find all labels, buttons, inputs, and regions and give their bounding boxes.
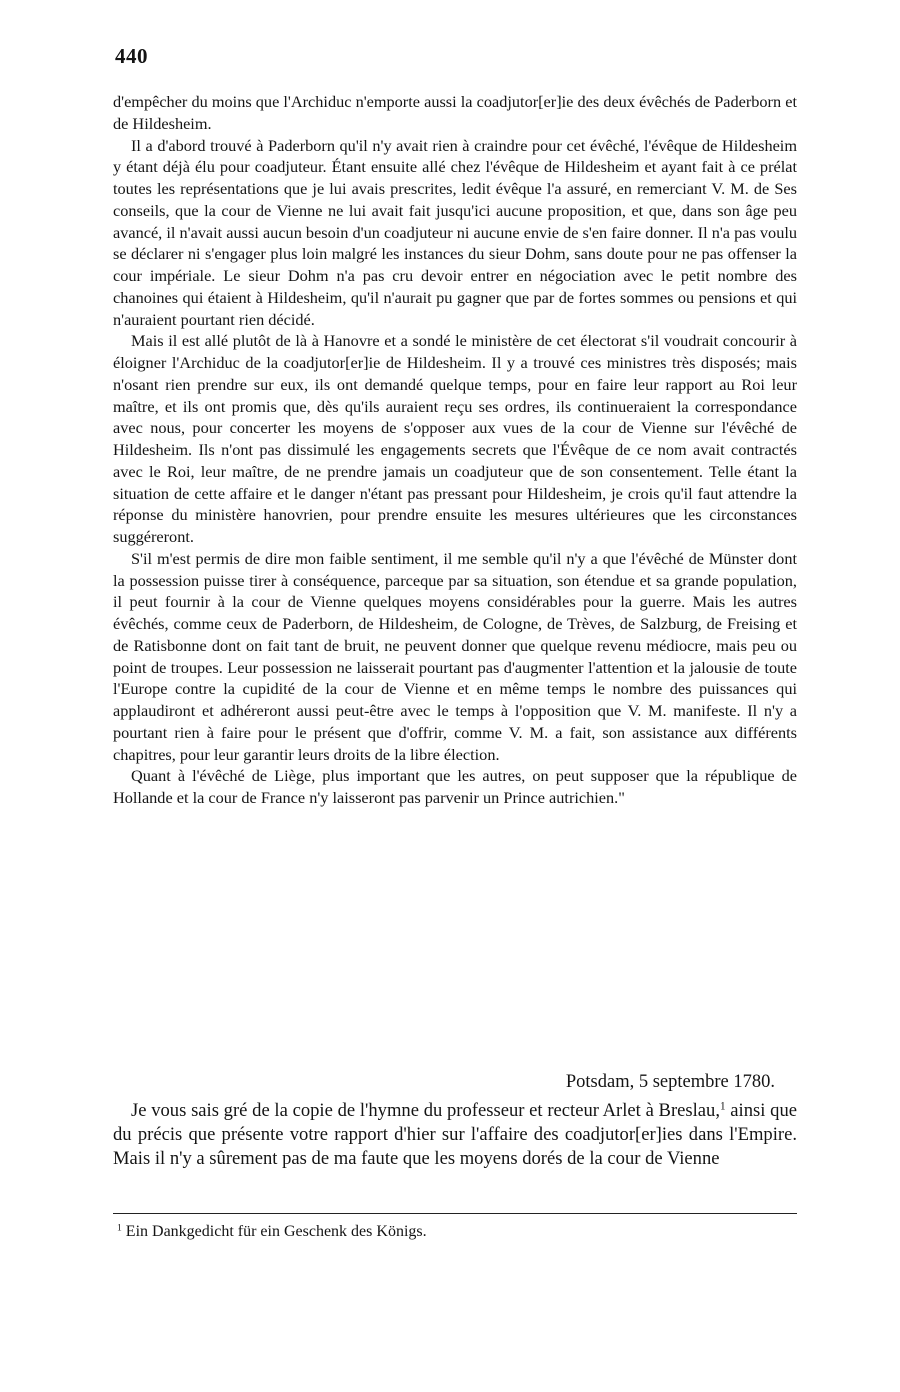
footnote-divider <box>113 1213 797 1214</box>
letter-text-end: ainsi que du précis que présente votre rapport d'hier sur l'affaire des coadjutor[er]ies dans l'Empire. Mais il n'y a sûrement pas de ma faute que les moyens dorés de la cour de Vienne <box>113 1100 797 1170</box>
paragraph: Mais il est allé plutôt de là à Hanovre et a sondé le ministère de cet électorat s'il voudrait concourir à éloigner l'Archiduc de la coadjutor[er]ie de Hildesheim. Il y a trouvé ces ministres très disposés; mais n'osant rien prendre sur eux, ils ont demandé quelque temps, pour en faire leur rapport au Roi leur maître, et ils ont promis que, dès qu'ils auraient reçu ses ordres, ils continueraient la correspondance avec nous, pour concerter les moyens de s'opposer aux vues de la cour de Vienne sur l'évêché de Hildesheim. Ils n'ont pas dissimulé les engagements secrets que l'Évêque de ce nom avait contractés avec le Roi, leur maître, de ne prendre jamais un coadjuteur que de son consentement. Telle étant la situation de cette affaire et le danger n'étant pas pressant pour Hildesheim, je crois qu'il faut attendre la réponse du ministère hanovrien, pour prendre ensuite les mesures ultérieures que les circonstances suggéreront. <box>113 331 797 546</box>
footnote <box>117 1221 797 1243</box>
letter-paragraph <box>113 1099 797 1172</box>
footnote-marker: 1 <box>117 1222 122 1234</box>
letter-body <box>113 1099 797 1172</box>
footnote-text: Ein Dankgedicht für ein Geschenk des Königs. <box>121 1223 427 1240</box>
paragraph: Quant à l'évêché de Liège, plus important que les autres, on peut supposer que la république de Hollande et la cour de France n'y laisseront pas parvenir un Prince autrichien." <box>113 766 797 807</box>
page-number: 440 <box>115 44 148 68</box>
paragraph: Il a d'abord trouvé à Paderborn qu'il n'y avait rien à craindre pour cet évêché, l'évêque de Hildesheim y étant déjà élu pour coadjuteur. Étant ensuite allé chez l'évêque de Hildesheim et ayant fait à ce prélat toutes les représentations que je lui avais prescrites, ledit évêque l'a assuré, en remerciant V. M. de Ses conseils, que la cour de Vienne ne lui avait fait jusqu'ici aucune proposition, et que, dans son âge peu avancé, il n'avait aussi aucun besoin d'un coadjuteur ni aucune envie de s'en faire donner. Il n'a pas voulu se déclarer ni s'engager plus loin malgré les instances du sieur Dohm, sans doute pour ne pas offenser la cour impériale. Le sieur Dohm n'a pas cru devoir entrer en négociation avec le petit nombre des chanoines qui étaient à Hildesheim, qu'il n'aurait pu gagner que par de fortes sommes ou pensions et qui n'auraient pourtant rien décidé. <box>113 135 797 329</box>
report-body <box>113 91 797 809</box>
paragraph: S'il m'est permis de dire mon faible sentiment, il me semble qu'il n'y a que l'évêché de Münster dont la possession puisse tirer à conséquence, parceque par sa situation, son étendue et sa grande population, il peut fournir à la cour de Vienne quelques moyens considérables pour la guerre. Mais les autres évêchés, comme ceux de Paderborn, de Hildesheim, de Cologne, de Trèves, de Salzburg, de Freising et de Ratisbonne dont on fait tant de bruit, ne peuvent donner que quelque revenu médiocre, mais peu ou point de troupes. Leur possession ne laisserait pourtant pas d'augmenter l'attention et la jalousie de toute l'Europe contre la cupidité de la cour de Vienne et en même temps le nombre des puissances qui applaudiront et adhéreront aussi peut-être avec le temps à l'opposition que V. M. manifeste. Il n'y a pourtant rien à faire pour le présent que d'offrir, comme V. M. a fait, son assistance aux différents chapitres, pour leur garantir leurs droits de la libre élection. <box>113 548 797 764</box>
paragraph-continued: d'empêcher du moins que l'Archiduc n'emporte aussi la coadjutor[er]ie des deux évêchés de Paderborn et de Hildesheim. <box>113 92 797 133</box>
footnote-reference: 1 <box>720 1100 726 1113</box>
dateline: Potsdam, 5 septembre 1780. <box>565 1072 775 1092</box>
letter-text-start: Je vous sais gré de la copie de l'hymne du professeur et recteur Arlet à Breslau, <box>131 1100 720 1121</box>
